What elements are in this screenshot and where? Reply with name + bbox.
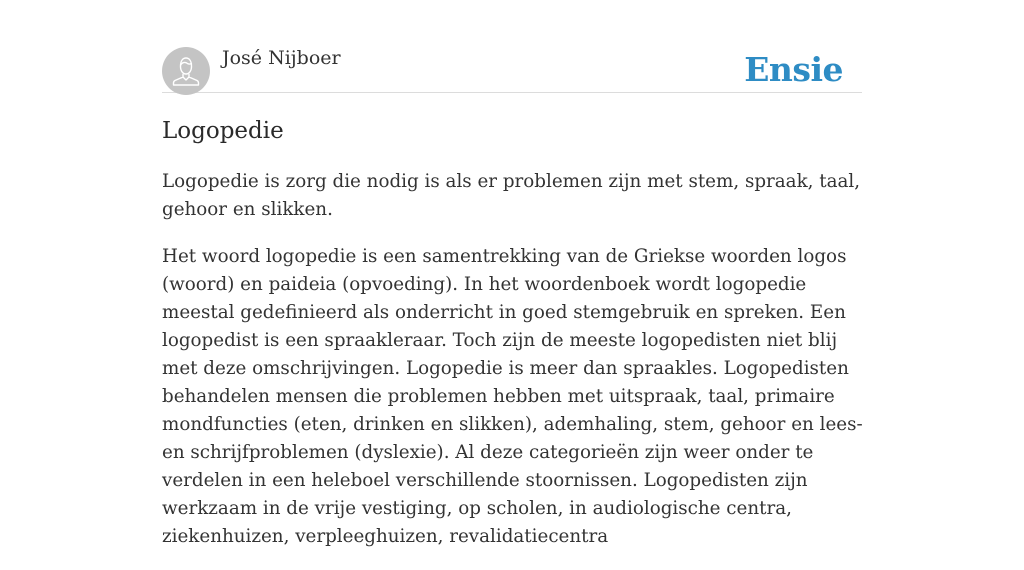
user-silhouette-icon [162, 47, 210, 95]
author-name[interactable]: José Nijboer [222, 47, 341, 69]
article-paragraph: Het woord logopedie is een samentrekking van de Griekse woorden logos (woord) en paideia (opvoeding). In het woordenboek wordt logopedie meestal gedefinieerd als onderricht in goed stemgebruik en spreken. Een logopedist is een spraakleraar. Toch zijn de meeste logopedisten niet blij met deze omschrijvingen. Logopedie is meer dan spraakles. Logopedisten behandelen mensen die problemen hebben met uitspraak, taal, primaire mondfuncties (eten, drinken en slikken), ademhaling, stem, gehoor en lees- en schrijfproblemen (dyslexie). Al deze categorieën zijn weer onder te verdelen in een heleboel verschillende stoornissen. Logopedisten zijn werkzaam in de vrije vestiging, op scholen, in audiologische centra, ziekenhuizen, verpleeghuizen, revalidatiecentra [162, 246, 863, 547]
header [162, 46, 862, 93]
page-title: Logopedie [162, 118, 284, 144]
avatar[interactable] [162, 47, 210, 95]
article-paragraph: Logopedie is zorg die nodig is als er problemen zijn met stem, spraak, taal, gehoor en slikken. [162, 171, 861, 220]
ensie-logo[interactable]: Ensie [744, 50, 843, 89]
article-body [162, 168, 864, 570]
